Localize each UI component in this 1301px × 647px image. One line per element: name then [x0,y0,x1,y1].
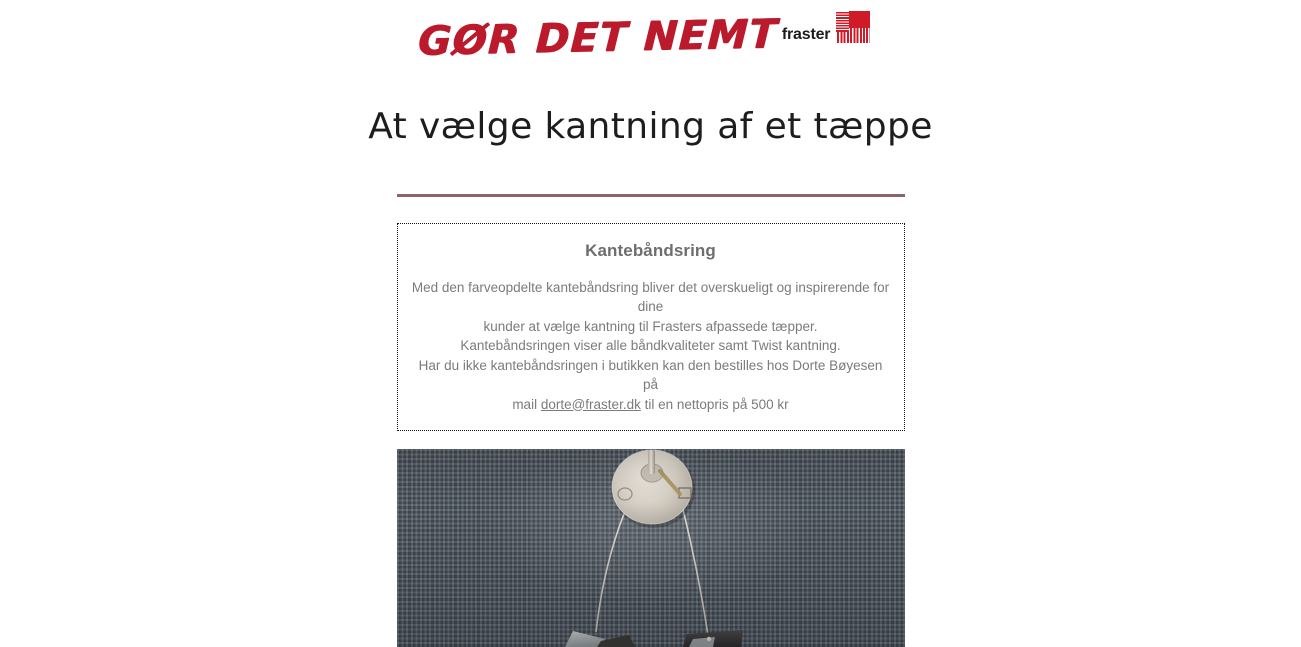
header-divider [397,194,905,197]
content-column [397,194,905,647]
email-link[interactable]: dorte@fraster.dk [540,396,641,412]
brand-wordmark: fraster [781,26,831,43]
logo-horizontal-stripes [836,11,849,30]
mail-prefix-text: mail [512,396,541,412]
brand-block [782,8,870,43]
info-box-heading: Kantebåndsring [585,240,716,260]
kantebaandsring-photo [397,449,905,647]
slogan-goer-det-nemt: GØR DET NEMT [417,11,779,65]
info-box [397,223,905,432]
info-line-1: Med den farveopdelte kantebåndsring bliver det overskueligt og inspirerende for dine [411,279,890,315]
info-line-5 [412,395,890,415]
logo-vertical-stripes-tall [849,28,870,43]
photo-vignette [397,449,905,647]
header [0,0,1301,65]
page-title: At vælge kantning af et tæppe [368,106,933,147]
price-suffix-text: til en nettopris på 500 kr [640,396,789,412]
fraster-striped-square-logo-icon [836,11,870,43]
info-box-body [412,278,890,415]
info-line-2: kunder at vælge kantning til Frasters afpassede tæpper. [483,318,818,334]
info-line-4: Har du ikke kantebåndsringen i butikken kan den bestilles hos Dorte Bøyesen på [418,357,883,393]
info-line-3: Kantebåndsringen viser alle båndkvaliteter samt Twist kantning. [460,338,841,354]
fraster-logo-lockup[interactable] [417,8,871,65]
